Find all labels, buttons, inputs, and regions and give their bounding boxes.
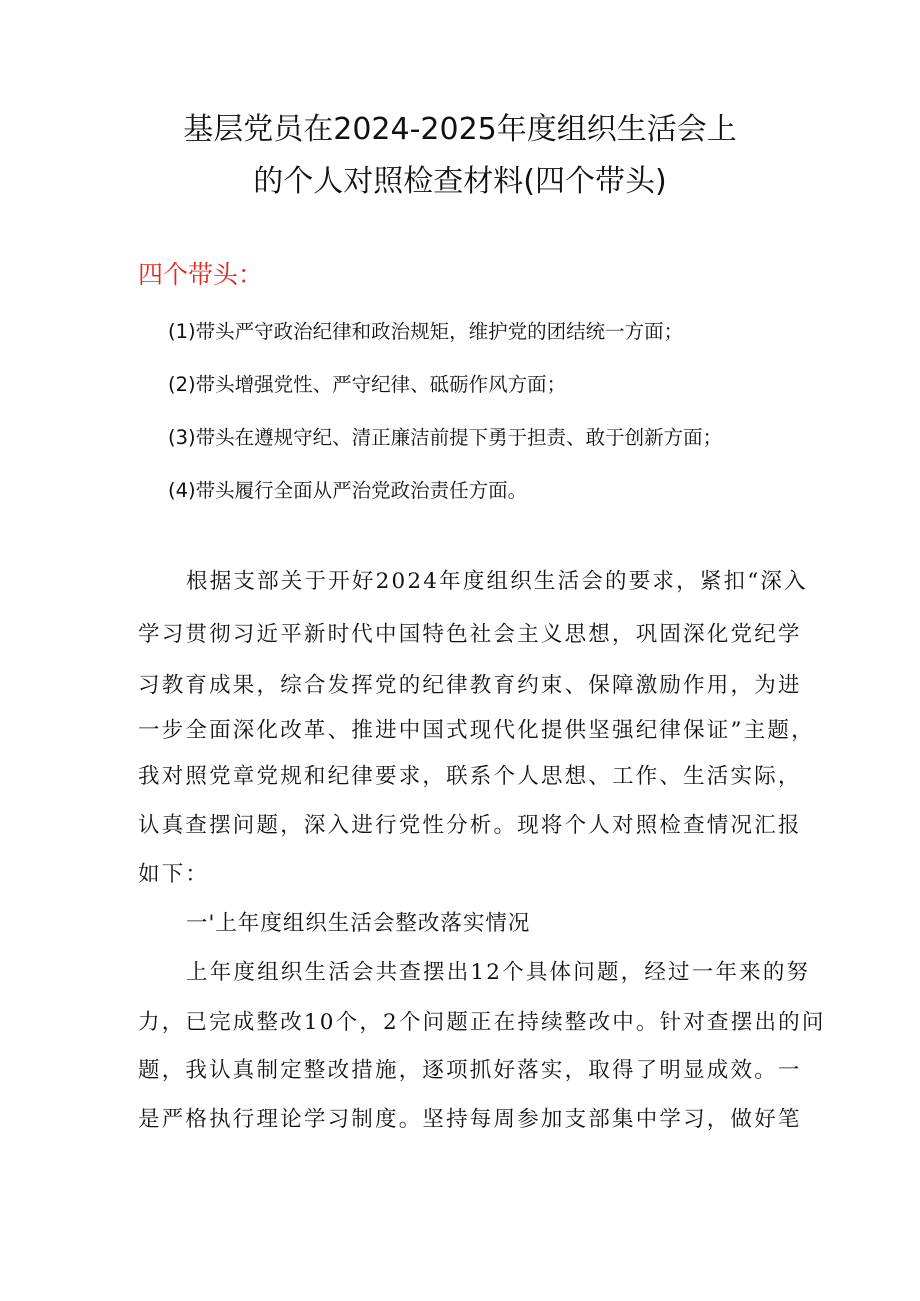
paragraph2-line-1: 上年度组织生活会共查摆出12个具体问题，经过一年来的努 <box>186 960 811 985</box>
document-title-line-1: 基层党员在2024-2025年度组织生活会上 <box>183 112 737 147</box>
document-title-line-2: 的个人对照检查材料(四个带头) <box>253 164 667 199</box>
paragraph2-line-3: 题，我认真制定整改措施，逐项抓好落实，取得了明显成效。一 <box>138 1058 802 1083</box>
paragraph1-line-7: 如下： <box>138 862 210 887</box>
paragraph1-line-4: 一步全面深化改革、推进中国式现代化提供坚强纪律保证”主题， <box>138 718 815 743</box>
paragraph1-line-5: 我对照党章党规和纪律要求，联系个人思想、工作、生活实际， <box>138 764 802 789</box>
paragraph2-line-2: 力，已完成整改10个，2个问题正在持续整改中。针对查摆出的问 <box>138 1010 826 1035</box>
paragraph1-line-6: 认真查摆问题，深入进行党性分析。现将个人对照检查情况汇报 <box>138 813 802 838</box>
paragraph1-line-3: 习教育成果，综合发挥党的纪律教育约束、保障激励作用，为进 <box>138 673 802 698</box>
subheading: 一'上年度组织生活会整改落实情况 <box>186 911 531 936</box>
lead-item-3: (3)带头在遵规守纪、清正廉洁前提下勇于担责、敢于创新方面； <box>168 426 723 449</box>
paragraph1-line-2: 学习贯彻习近平新时代中国特色社会主义思想，巩固深化党纪学 <box>138 622 802 647</box>
lead-item-4: (4)带头履行全面从严治党政治责任方面。 <box>168 479 528 502</box>
lead-item-1: (1)带头严守政治纪律和政治规矩，维护党的团结统一方面； <box>168 320 684 343</box>
lead-item-2: (2)带头增强党性、严守纪律、砥砺作风方面； <box>168 373 567 396</box>
section-heading: 四个带头： <box>138 260 264 289</box>
paragraph2-line-4: 是严格执行理论学习制度。坚持每周参加支部集中学习，做好笔 <box>138 1107 802 1132</box>
paragraph1-line-1: 根据支部关于开好2024年度组织生活会的要求，紧扣“深入 <box>186 569 808 594</box>
